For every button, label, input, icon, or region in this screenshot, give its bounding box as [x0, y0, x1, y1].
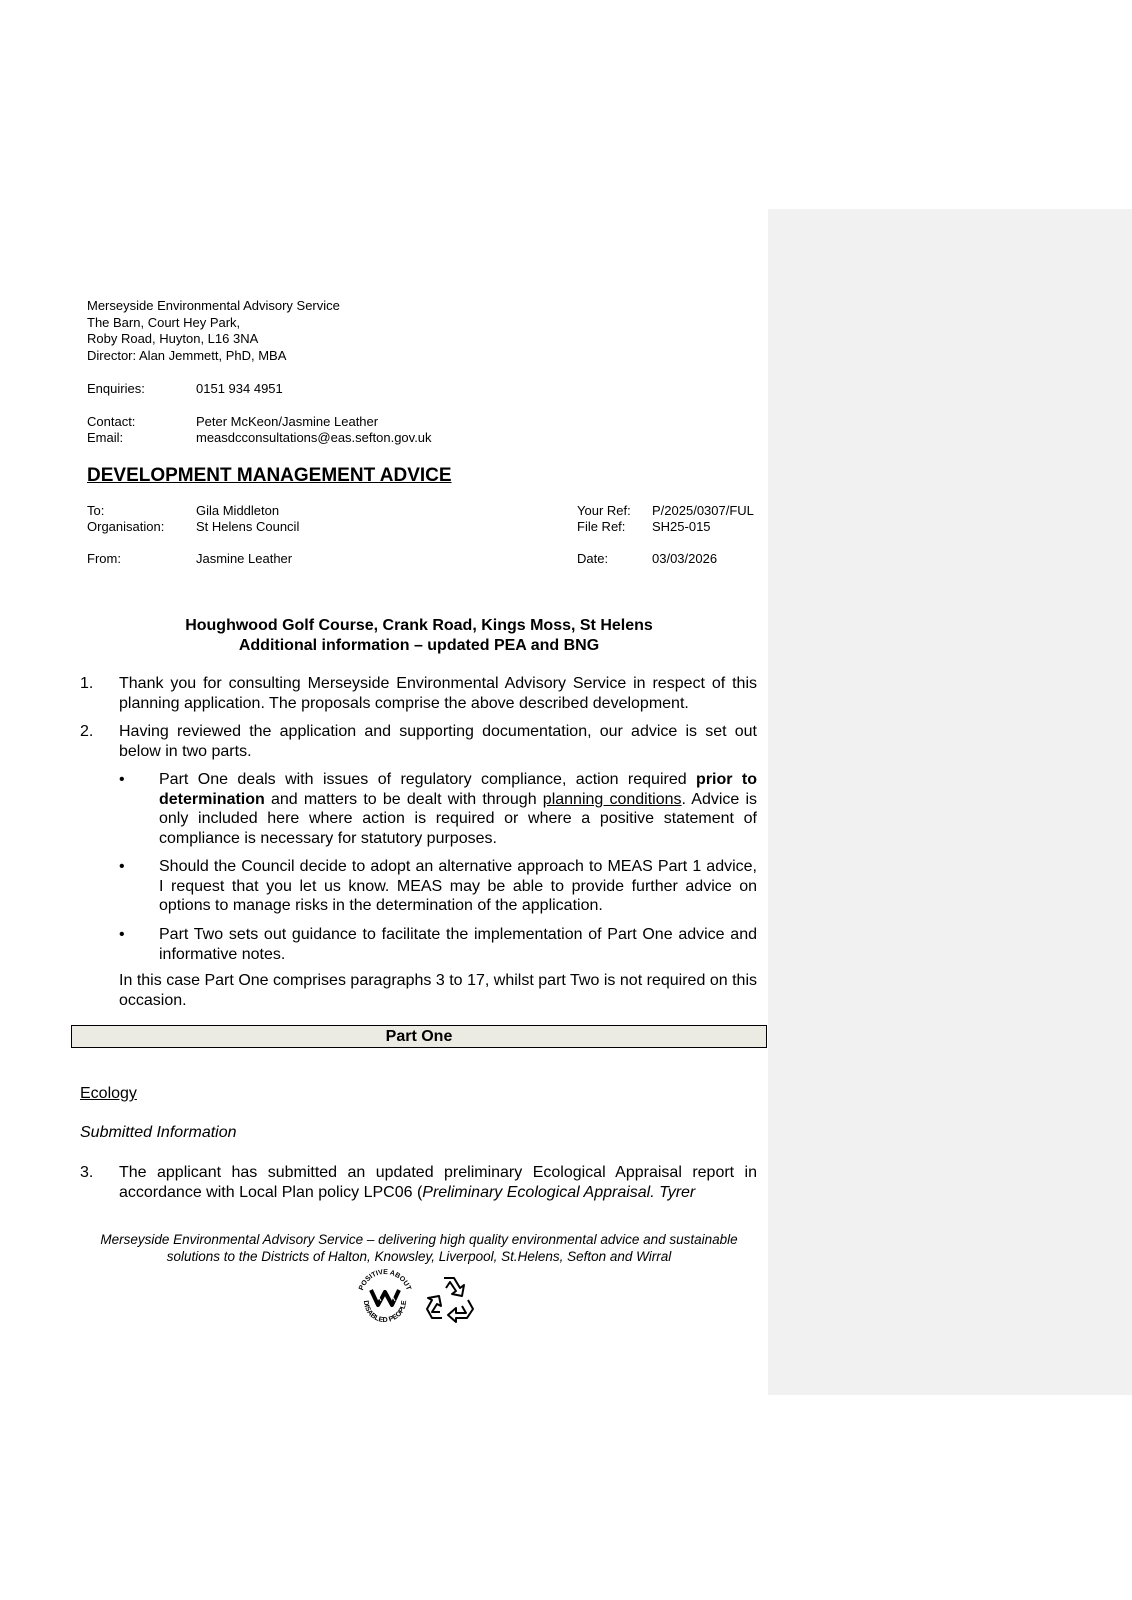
comment-pane	[768, 209, 1132, 1395]
bullet-glyph: •	[119, 926, 125, 943]
svg-text:POSITIVE ABOUT	[358, 1269, 412, 1292]
email-label: Email:	[87, 430, 124, 445]
document-title: DEVELOPMENT MANAGEMENT ADVICE	[87, 465, 452, 486]
planning-conditions-underlined: planning conditions	[542, 790, 682, 808]
contact-block	[87, 381, 487, 451]
bullet-1-text: and matters to be dealt with through	[264, 790, 543, 808]
your-ref-value: P/2025/0307/FUL	[652, 503, 754, 518]
addressee-block	[87, 503, 767, 573]
paragraph-3	[119, 1163, 757, 1202]
paragraph-1: Thank you for consulting Merseyside Environmental Advisory Service in respect of this planning application. The proposals comprise the above described development.	[119, 675, 757, 712]
enquiries-value: 0151 934 4951	[196, 381, 283, 396]
logo-text-top: POSITIVE ABOUT	[358, 1268, 412, 1292]
from-label: From:	[87, 551, 121, 566]
sender-line: Roby Road, Huyton, L16 3NA	[87, 331, 259, 346]
contact-value: Peter McKeon/Jasmine Leather	[196, 414, 379, 429]
logo-text-bottom: DISABLED PEOPLE	[361, 1300, 409, 1325]
file-ref-label: File Ref:	[577, 519, 626, 534]
subject-heading	[80, 616, 758, 656]
paragraph-number: 1.	[80, 675, 94, 692]
bullet-1-text: Part One deals with issues of regulatory compliance, action required	[159, 771, 697, 788]
bullet-1-text: . Advice is only included here where action is required or where a positive statement of compliance is necessary for statutory purposes.	[159, 790, 758, 847]
svg-text:DISABLED PEOPLE	[362, 1300, 408, 1324]
subject-line-2: Additional information – updated PEA and BNG	[238, 637, 600, 654]
paragraph-2-conclusion: In this case Part One comprises paragraphs 3 to 17, whilst part Two is not required on this occasion.	[119, 972, 757, 1009]
recycle-icon	[422, 1270, 478, 1326]
ecology-heading: Ecology	[80, 1085, 137, 1102]
paragraph-3-text: The applicant has submitted an updated preliminary Ecological Appraisal report in accordance with Local Plan policy LPC06 (	[119, 1164, 757, 1201]
to-value: Gila Middleton	[196, 503, 280, 518]
file-ref-value: SH25-015	[652, 519, 711, 534]
date-label: Date:	[577, 551, 609, 566]
paragraph-2: Having reviewed the application and supporting documentation, our advice is set out below in two parts.	[119, 723, 757, 760]
bullet-glyph: •	[119, 858, 125, 875]
sender-address	[87, 298, 340, 364]
part-one-heading: Part One	[71, 1025, 767, 1048]
footer-line-1: Merseyside Environmental Advisory Service – delivering high quality environmental advice and sustainable	[100, 1232, 738, 1247]
bullet-3: Part Two sets out guidance to facilitate the implementation of Part One advice and informative notes.	[159, 926, 757, 963]
organisation-value: St Helens Council	[196, 519, 300, 534]
bullet-2: Should the Council decide to adopt an alternative approach to MEAS Part 1 advice, I request that you let us know. MEAS may be able to provide further advice on options to manage risks in the determination of the application.	[159, 858, 757, 914]
enquiries-label: Enquiries:	[87, 381, 145, 396]
submitted-information-subheading: Submitted Information	[80, 1124, 237, 1141]
bullet-glyph: •	[119, 771, 125, 788]
subject-line-1: Houghwood Golf Course, Crank Road, Kings Moss, St Helens	[185, 617, 653, 634]
paragraph-number: 2.	[80, 723, 94, 740]
sender-line: Merseyside Environmental Advisory Service	[87, 298, 340, 313]
sender-line: Director: Alan Jemmett, PhD, MBA	[87, 347, 287, 363]
email-value: measdcconsultations@eas.sefton.gov.uk	[196, 430, 432, 445]
bullet-1-bold: prior to determination	[159, 771, 758, 808]
your-ref-label: Your Ref:	[577, 503, 631, 518]
sender-line: The Barn, Court Hey Park,	[87, 314, 241, 330]
footer	[80, 1231, 758, 1265]
footer-line-2: solutions to the Districts of Halton, Knowsley, Liverpool, St.Helens, Sefton and Wirral	[166, 1249, 672, 1264]
date-value: 03/03/2026	[652, 551, 718, 566]
from-value: Jasmine Leather	[196, 551, 293, 566]
to-label: To:	[87, 503, 105, 518]
contact-label: Contact:	[87, 414, 136, 429]
paragraph-3-italic: Preliminary Ecological Appraisal. Tyrer	[422, 1183, 696, 1201]
paragraph-number: 3.	[80, 1164, 94, 1181]
organisation-label: Organisation:	[87, 519, 165, 534]
bullet-1	[159, 770, 757, 848]
